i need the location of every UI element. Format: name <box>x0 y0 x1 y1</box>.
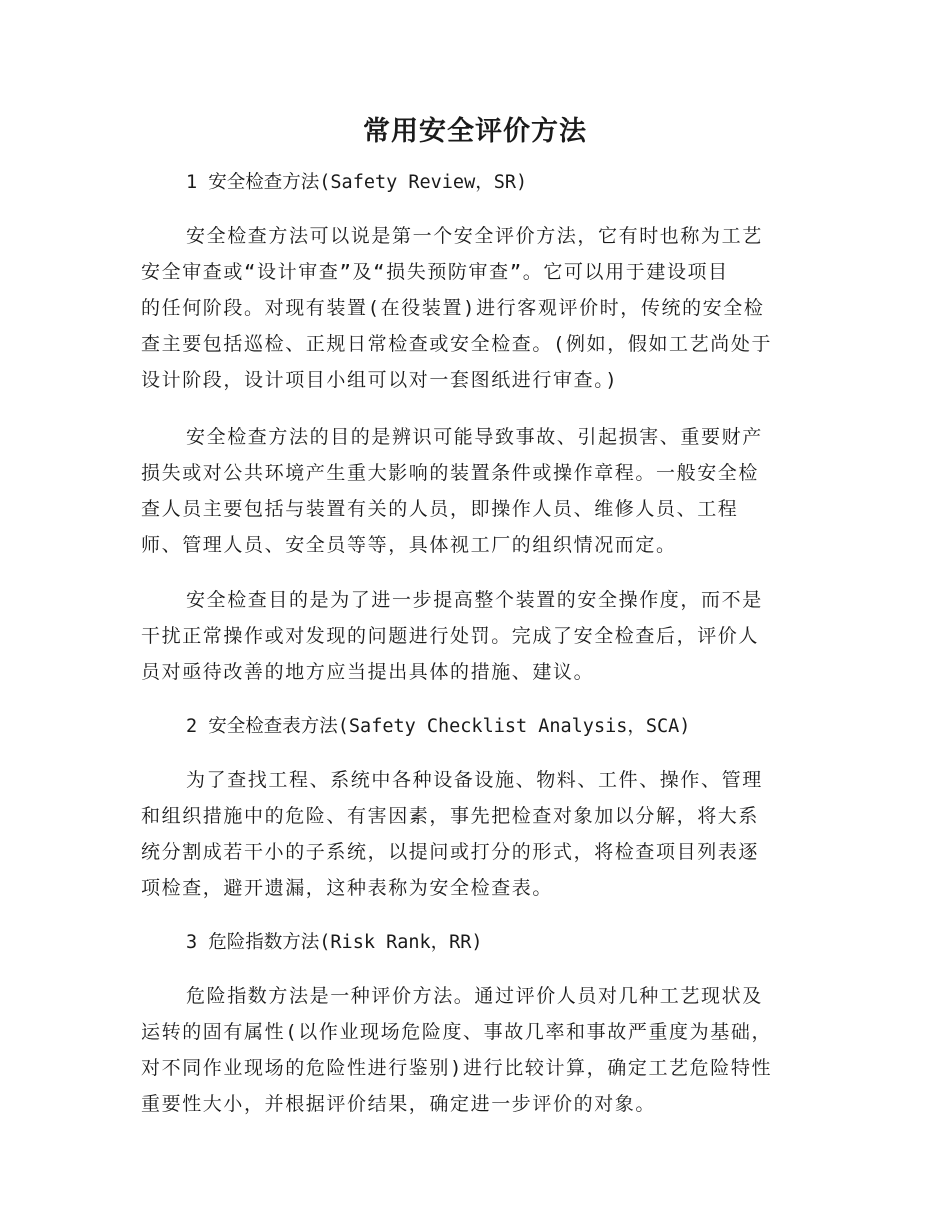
paragraph-line: 对不同作业现场的危险性进行鉴别)进行比较计算，确定工艺危险特性 <box>141 1057 773 1079</box>
section-heading-2: 2 安全检查表方法(Safety Checklist Analysis，SCA) <box>186 716 691 737</box>
paragraph-line: 危险指数方法是一种评价方法。通过评价人员对几种工艺现状及 <box>186 985 763 1007</box>
paragraph-line: 统分割成若干小的子系统，以提问或打分的形式，将检查项目列表逐 <box>141 841 760 863</box>
paragraph-line: 员对亟待改善的地方应当提出具体的措施、建议。 <box>141 661 595 683</box>
paragraph-line: 设计阶段，设计项目小组可以对一套图纸进行审查。) <box>141 369 619 391</box>
paragraph-line: 损失或对公共环境产生重大影响的装置条件或操作章程。一般安全检 <box>141 462 760 484</box>
paragraph-3-1 <box>141 978 813 1122</box>
paragraph-2-1 <box>141 762 813 906</box>
paragraph-1-3 <box>141 582 813 690</box>
section-heading-1: 1 安全检查方法(Safety Review，SR) <box>186 172 528 193</box>
paragraph-line: 安全审查或“设计审查”及“损失预防审查”。它可以用于建设项目 <box>141 261 729 283</box>
document-title: 常用安全评价方法 <box>363 116 587 147</box>
paragraph-line: 重要性大小，并根据评价结果，确定进一步评价的对象。 <box>141 1093 657 1115</box>
paragraph-1-2 <box>141 419 813 563</box>
paragraph-line: 师、管理人员、安全员等等，具体视工厂的组织情况而定。 <box>141 534 677 556</box>
paragraph-line: 干扰正常操作或对发现的问题进行处罚。完成了安全检查后，评价人 <box>141 625 760 647</box>
paragraph-line: 安全检查方法的目的是辨识可能导致事故、引起损害、重要财产 <box>186 426 763 448</box>
paragraph-line: 项检查，避开遗漏，这种表称为安全检查表。 <box>141 877 554 899</box>
paragraph-line: 安全检查方法可以说是第一个安全评价方法，它有时也称为工艺 <box>186 225 763 247</box>
section-heading-3: 3 危险指数方法(Risk Rank，RR) <box>186 932 483 953</box>
paragraph-line: 的任何阶段。对现有装置(在役装置)进行客观评价时，传统的安全检 <box>141 297 765 319</box>
paragraph-line: 为了查找工程、系统中各种设备设施、物料、工件、操作、管理 <box>186 769 763 791</box>
paragraph-line: 查主要包括巡检、正规日常检查或安全检查。(例如，假如工艺尚处于 <box>141 333 773 355</box>
paragraph-line: 和组织措施中的危险、有害因素，事先把检查对象加以分解，将大系 <box>141 805 760 827</box>
paragraph-line: 查人员主要包括与装置有关的人员，即操作人员、维修人员、工程 <box>141 498 739 520</box>
paragraph-line: 运转的固有属性(以作业现场危险度、事故几率和事故严重度为基础， <box>141 1021 773 1043</box>
paragraph-1-1 <box>141 218 813 398</box>
paragraph-line: 安全检查目的是为了进一步提高整个装置的安全操作度，而不是 <box>186 589 763 611</box>
